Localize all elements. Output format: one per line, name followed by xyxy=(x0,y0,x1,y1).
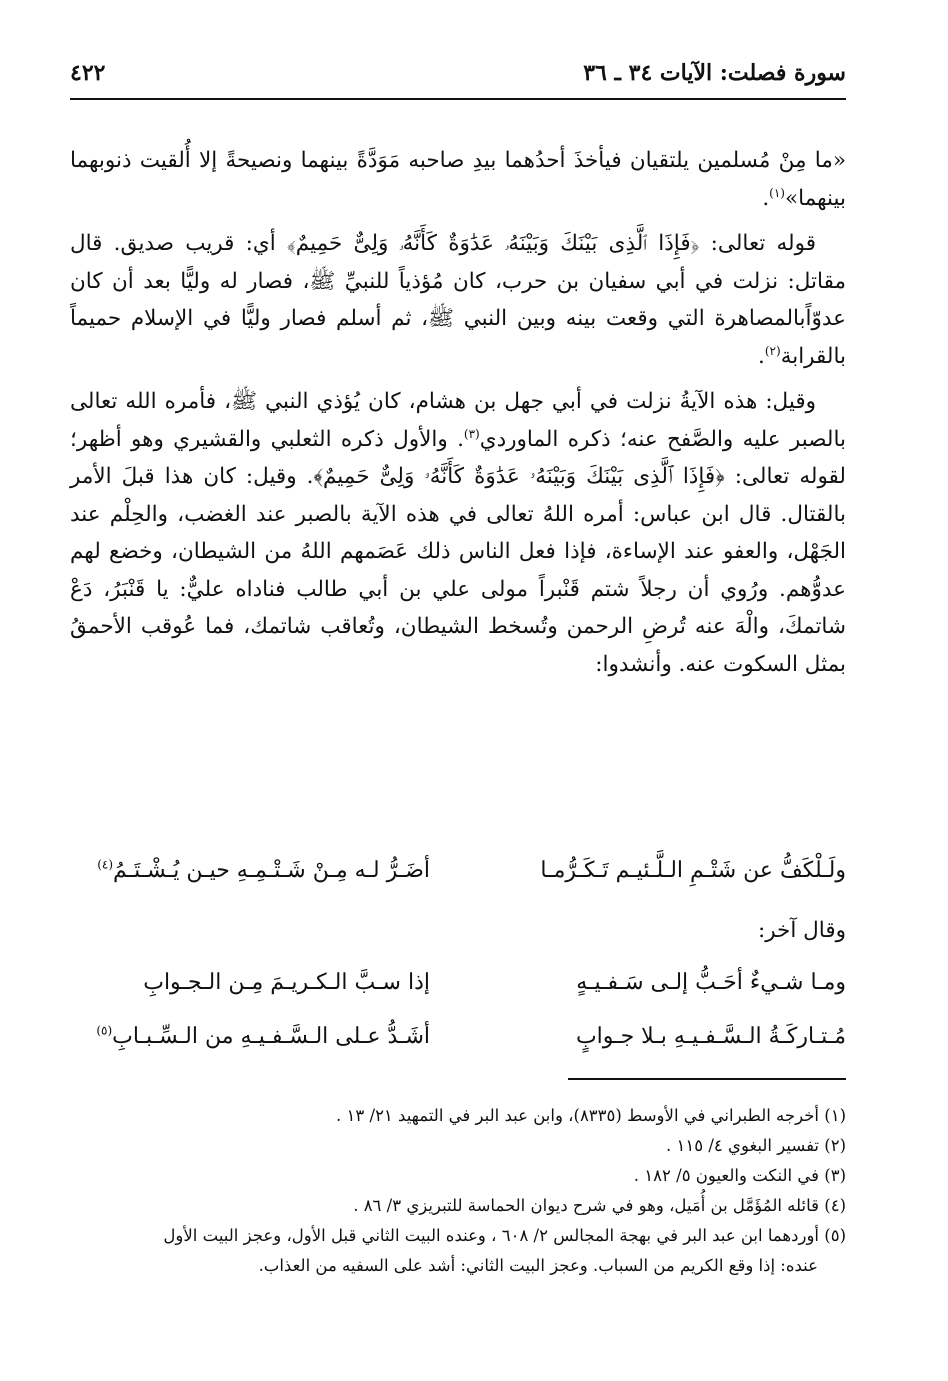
footnote-5: (٥) أوردهما ابن عبد البر في بهجة المجالس ٢/ ٦٠٨ ، وعنده البيت الثاني قبل الأول، وعجز البيت الأول xyxy=(163,1226,846,1245)
verse-1 xyxy=(70,858,846,898)
footnote-ref-3[interactable]: (٣) xyxy=(463,426,480,441)
footnote-rule xyxy=(568,1078,846,1080)
verse-2-line-2 xyxy=(70,1024,846,1064)
header-rule xyxy=(70,98,846,100)
paragraph-1-text: «ما مِنْ مُسلمين يلتقيان فيأخذَ أحدُهما بيدِ صاحبه مَوَدَّةً بينهما ونصيحةً إلا أُلقيت ذنوبهما بينهما» xyxy=(70,148,846,211)
paragraph-3-text: وقيل: هذه الآيةُ نزلت في أبي جهل بن هشام، كان يُؤذي النبي ﷺ، فأمره الله تعالى بالصبر عليه والصَّفح عنه؛ ذكره الماوردي xyxy=(70,389,846,452)
paragraph-3-rest: . والأول ذكره الثعلبي والقشيري وهو أظهر؛ لقوله تعالى: ﴿فَإِذَا ٱلَّذِى بَيْنَكَ وَبَيْنَهُۥ عَدَٰوَةٌ كَأَنَّهُۥ وَلِىٌّ حَمِيمٌ﴾. وقيل: كان هذا قبلَ الأمر بالقتال. قال ابن عباس: أمره اللهُ تعالى في هذه الآية بالصبر عند الغضب، والحِلْم عند الجَهْل، والعفو عند الإساءة، فإذا فعل الناس ذلك عَصَمهم اللهُ من الشيطان، وخضع لهم عدوُّهم. ورُوي أن رجلاً شتم قَنْبراً مولى علي بن أبي طالب فناداه عليٌّ: يا قَنْبَرُ، دَعْ شاتمكَ، والْهَ عنه تُرضِ الرحمن وتُسخط الشيطان، وتُعاقب شاتمك، فما عُوقب الأحمقُ بمثل السكوت عنه. وأنشدوا: xyxy=(70,426,846,677)
verse-1-second-text: أضَـرُّ لـه مِـنْ شَـتْـمِـهِ حيـن يُـشْـتَـمُ xyxy=(113,858,430,883)
verse-2-line-2-first: مُـتـاركَـةُ الـسَّـفـيـهِ بـلا جـوابٍ xyxy=(575,1024,846,1049)
verse-2-line-2-second xyxy=(70,1024,430,1049)
paragraph-2-text: قوله تعالى: ﴿فَإِذَا ٱلَّذِى بَيْنَكَ وَبَيْنَهُۥ عَدَٰوَةٌ كَأَنَّهُۥ وَلِىٌّ حَمِيمٌ﴾ أي: قريب صديق. قال مقاتل: نزلت في أبي سفيان بن حرب، كان مُؤذياً للنبيِّ ﷺ، فصار له وليًّا بعد أن كان عدوّاًبالمصاهرة التي وقعت بينه وبين النبي ﷺ، ثم أسلم فصار وليًّا في الإسلام حميماً بالقرابة xyxy=(70,231,846,369)
page-number: ٤٢٢ xyxy=(70,60,106,86)
footnote-2: (٢) تفسير البغوي ٤/ ١١٥ . xyxy=(666,1136,846,1155)
footnote-ref-4[interactable]: (٤) xyxy=(97,857,114,872)
verse-1-second-hemistich xyxy=(70,858,430,883)
verse-intro: وقال آخر: xyxy=(757,918,846,943)
footnote-ref-5[interactable]: (٥) xyxy=(96,1023,113,1038)
verse-2-line-1 xyxy=(70,970,846,1010)
footnote-5-continued: عنده: إذا وقع الكريم من السباب. وعجز البيت الثاني: أشد على السفيه من العذاب. xyxy=(258,1256,818,1275)
verse-2-line-1-first: ومـا شـيءٌ أحَـبُّ إلـى سَـفـيـهٍ xyxy=(576,970,846,995)
paragraph-1 xyxy=(70,142,846,217)
verse-2-line-1-second: إذا سـبَّ الـكـريـمَ مِـن الـجـوابِ xyxy=(143,970,430,995)
paragraph-2 xyxy=(70,225,846,375)
footnote-1: (١) أخرجه الطبراني في الأوسط (٨٣٣٥)، وابن عبد البر في التمهيد ٢١/ ١٣ . xyxy=(336,1106,846,1125)
paragraph-2-end: . xyxy=(758,343,765,369)
footnote-ref-1[interactable]: (١) xyxy=(769,185,785,200)
footnote-3: (٣) في النكت والعيون ٥/ ١٨٢ . xyxy=(633,1166,846,1185)
footnote-ref-2[interactable]: (٢) xyxy=(764,343,781,358)
page-header xyxy=(70,58,846,92)
footnote-4: (٤) قائله المُؤَمَّل بن أُمَيل، وهو في شرح ديوان الحماسة للتبريزي ٣/ ٨٦ . xyxy=(353,1196,846,1215)
body-text xyxy=(70,142,846,691)
paragraph-1-end: . xyxy=(762,185,770,211)
verse-2-line-2-second-text: أشَـدُّ عـلى الـسَّـفـيـهِ من الـسِّـبـابِ xyxy=(112,1024,430,1049)
paragraph-3 xyxy=(70,383,846,683)
header-title: سورة فصلت: الآيات ٣٤ ـ ٣٦ xyxy=(583,60,846,86)
footnotes xyxy=(70,1101,846,1281)
verse-1-first-hemistich: ولَـلْكَفُّ عن شَتْـمِ الـلَّـئيـم تَـكَـرُّمـا xyxy=(540,858,846,883)
